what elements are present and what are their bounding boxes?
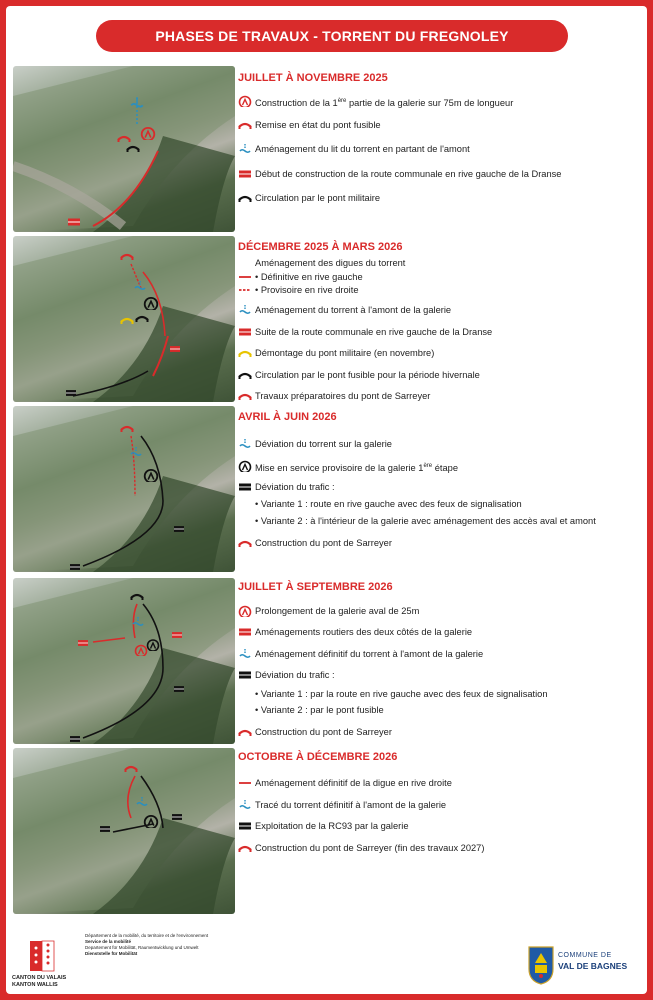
commune-label: COMMUNE DE <box>558 952 612 959</box>
bridge-icon <box>238 369 252 381</box>
torrent-icon <box>238 304 252 316</box>
phase-1-map <box>13 66 235 232</box>
phase-2-title: DÉCEMBRE 2025 À MARS 2026 <box>238 241 403 253</box>
phase-4-map <box>13 578 235 744</box>
phase-1-title: JUILLET À NOVEMBRE 2025 <box>238 72 388 84</box>
road-icon <box>238 669 252 681</box>
poster: PHASES DE TRAVAUX - TORRENT DU FREGNOLEY JUILLET À NOVEMBRE 2025 Construction de la 1ère partie de la galerie sur 75m de longueur Remise en état du pont fusible Aménagement du lit du torrent en partant de l'amont Début de construction de la route communale en rive gauche de la Dranse Circulation par le pont militaire DÉCEMBRE 2025 À MARS 2026 Aménagement des digues du torrent • Définitive en rive gauche • Provisoire en rive droite Aménagement du torrent à l'amont de la galerie Suite de la route communale en rive gauche de la Dranse Démontage du pont militaire (en novembre) Circulation par le pont fusible pour la période hivernale Travaux préparatoires du pont de Sarreyer AVRIL À JUIN 2026 Déviation du torrent sur la galerie Mise en service provisoire de la galerie 1ère étape Déviation du trafic : • Variante 1 : route en rive gauche avec des feux de signalisation • Variante 2 : à l'intérieur de la galerie avec aménagement des accès aval et amont Construction du pont de Sarreyer JUILLET À SEPTEMBRE 2026 Prolongement de la galerie aval de 25m Aménagements routiers des deux côtés de la galerie Aménagement définitif du torrent à l'amont de la galerie Déviation du trafic : • Variante 1 : par la route en rive gauche avec des feux de signalisation • Variante 2 : par le pont fusible Construction du pont de Sarreyer OCTOBRE À DÉCEMBRE 2026 Aménagement définitif de la digue en rive droite Tracé du torrent définitif à l'amont de la galerie Exploitation de la RC93 par la galerie Construction du pont de Sarreyer (fin des travaux 2027) CANTON DU VALAIS KANTON WALLIS Département de la mobilité, du territoire et de l'environnement Service de la mobilité Departement für Mobilität, Raumentwicklung und Umwelt Dienststelle für Mobilität COMMUNE DE VAL DE BAGNES <box>6 6 647 994</box>
road-icon <box>238 626 252 638</box>
commune-name: VAL DE BAGNES <box>558 961 628 971</box>
road-icon <box>238 820 252 832</box>
road-marker <box>170 346 180 352</box>
torrent-icon <box>238 438 252 450</box>
torrent-icon <box>238 648 252 660</box>
road-marker <box>78 640 88 646</box>
phase-3-map <box>13 406 235 572</box>
road-marker <box>66 390 76 396</box>
road-marker <box>70 736 80 742</box>
bridge-icon <box>238 347 252 359</box>
phase-3-photo <box>13 406 235 572</box>
torrent-icon <box>238 143 252 155</box>
phase-5-title: OCTOBRE À DÉCEMBRE 2026 <box>238 751 398 763</box>
gallery-icon <box>238 460 252 472</box>
gallery-icon <box>238 95 252 107</box>
bridge-icon <box>238 842 252 854</box>
phase-2-photo <box>13 236 235 402</box>
dashed-line-icon <box>238 284 252 296</box>
phase-4-variant-1: • Variante 1 : par la route en rive gauche avec des feux de signalisation <box>255 689 548 699</box>
bridge-icon <box>238 726 252 738</box>
torrent-icon <box>238 799 252 811</box>
bridge-icon <box>238 192 252 204</box>
bagnes-coat-of-arms-icon <box>527 945 555 985</box>
footer <box>6 931 647 991</box>
road-marker <box>68 219 80 226</box>
bridge-icon <box>238 537 252 549</box>
bridge-icon <box>238 119 252 131</box>
road-icon <box>238 326 252 338</box>
department-text: Département de la mobilité, du territoire et de l'environnement Service de la mobilité Departement für Mobilität, Raumentwicklung und Umwelt Dienststelle für Mobilität <box>85 933 209 956</box>
road-icon <box>238 481 252 493</box>
phase-5-photo <box>13 748 235 914</box>
road-marker <box>172 632 182 638</box>
phase-3-variant-1: • Variante 1 : route en rive gauche avec des feux de signalisation <box>255 499 522 509</box>
phase-3-title: AVRIL À JUIN 2026 <box>238 411 337 423</box>
phase-4-title: JUILLET À SEPTEMBRE 2026 <box>238 581 393 593</box>
canton-label: CANTON DU VALAIS KANTON WALLIS <box>12 975 67 988</box>
road-icon <box>238 168 252 180</box>
phase-4-variant-2: • Variante 2 : par le pont fusible <box>255 705 384 715</box>
bridge-icon <box>238 390 252 402</box>
phase-4-photo <box>13 578 235 744</box>
phase-5-map <box>13 748 235 914</box>
line-icon <box>238 777 252 789</box>
phase-2-map <box>13 236 235 402</box>
road-marker <box>172 814 182 820</box>
phase-3-variant-2: • Variante 2 : à l'intérieur de la galerie avec aménagement des accès aval et amont <box>255 516 596 526</box>
line-icon <box>238 271 252 283</box>
road-marker <box>174 526 184 532</box>
road-marker <box>174 686 184 692</box>
gallery-icon <box>238 605 252 617</box>
phase-1-photo <box>13 66 235 232</box>
road-marker <box>70 564 80 570</box>
valais-flag-icon <box>16 939 78 973</box>
road-marker <box>100 826 110 832</box>
page-title: PHASES DE TRAVAUX - TORRENT DU FREGNOLEY <box>96 20 568 52</box>
